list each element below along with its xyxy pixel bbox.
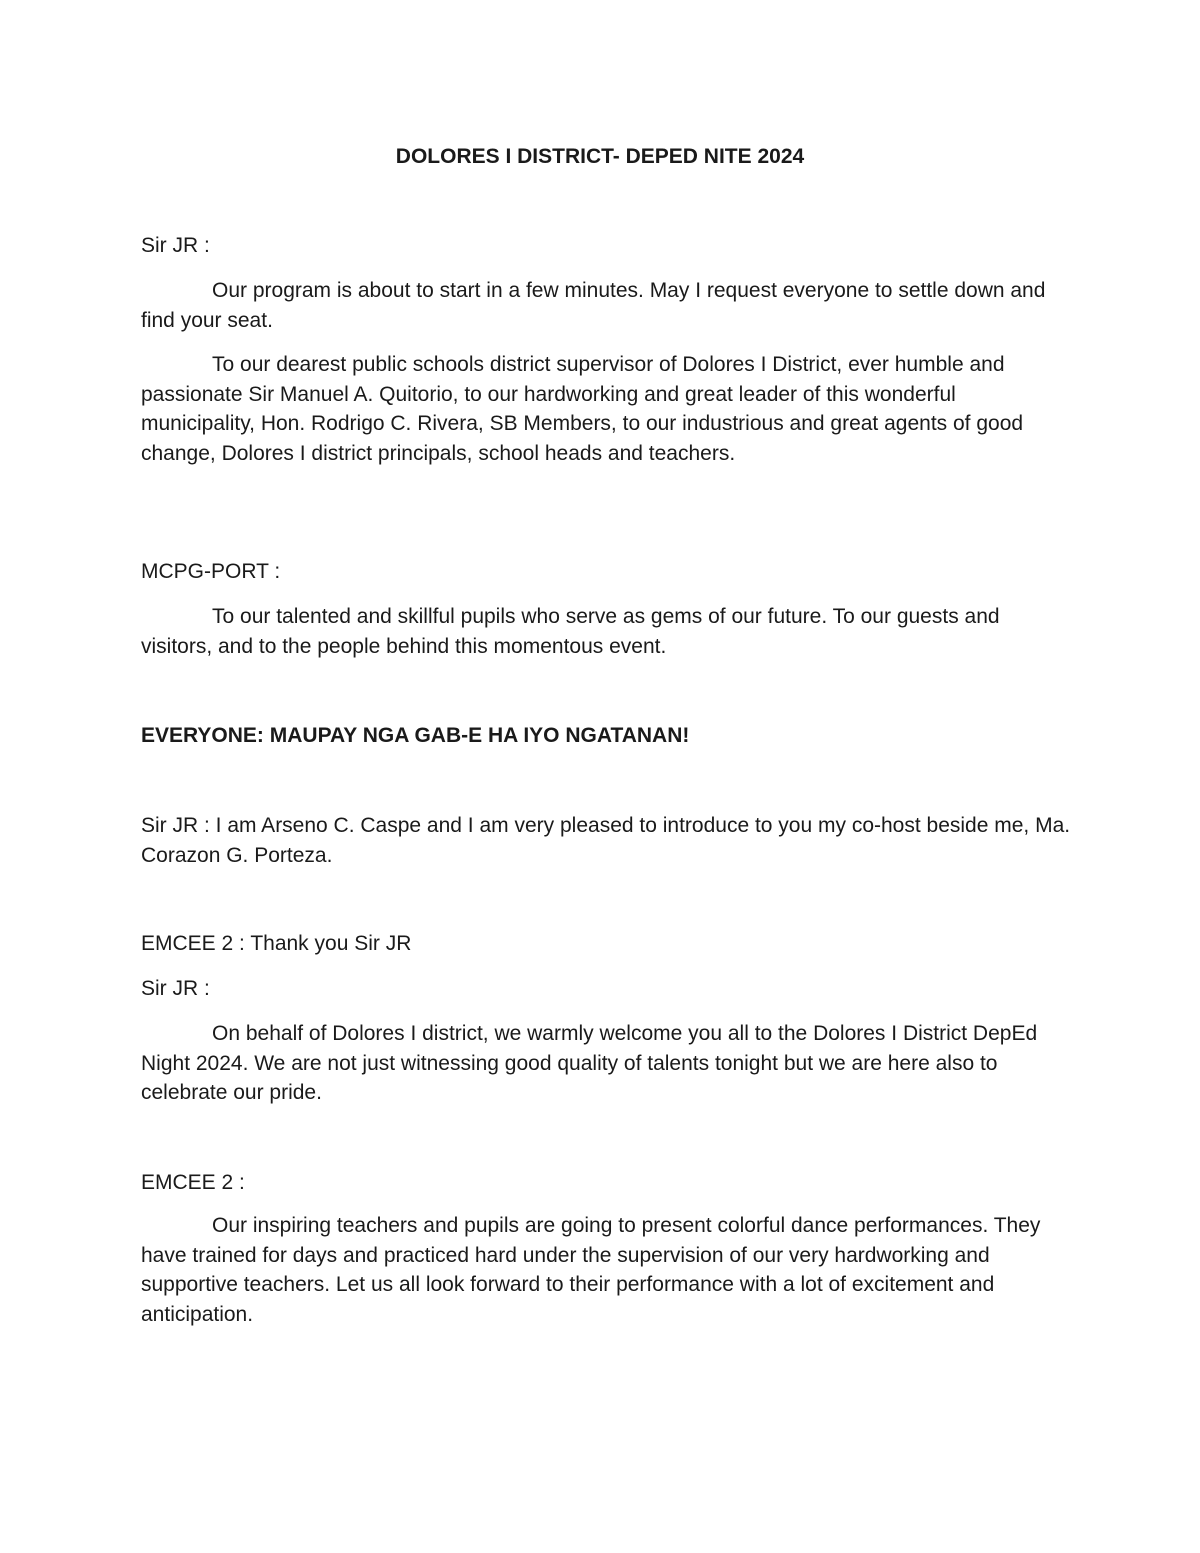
paragraph: To our talented and skillful pupils who serve as gems of our future. To our guests and visitors, and to the people behind this momentous event. (141, 605, 1000, 658)
paragraph: Sir JR : I am Arseno C. Caspe and I am very pleased to introduce to you my co-host beside me, Ma. Corazon G. Porteza. (141, 814, 1071, 867)
speaker-label: EMCEE 2 : (141, 1171, 245, 1194)
speaker-label: Sir JR : (141, 234, 210, 257)
document-title: DOLORES I DISTRICT- DEPED NITE 2024 (395, 145, 805, 168)
paragraph: To our dearest public schools district supervisor of Dolores I District, ever humble and passionate Sir Manuel A. Quitorio, to our hardworking and great leader of this wonderful municipality, Hon. Rodrigo C. Rivera, SB Members, to our industrious and great agents of good change, Dolores I district principals, school heads and teachers. (141, 353, 1024, 465)
everyone-greeting: EVERYONE: MAUPAY NGA GAB-E HA IYO NGATANAN! (141, 724, 690, 747)
paragraph: On behalf of Dolores I district, we warmly welcome you all to the Dolores I District DepEd Night 2024. We are not just witnessing good quality of talents tonight but we are here also to celebrate our pride. (141, 1022, 1038, 1104)
speaker-line: EMCEE 2 : Thank you Sir JR (141, 932, 412, 955)
speaker-label: MCPG-PORT : (141, 560, 281, 583)
speaker-label: Sir JR : (141, 977, 210, 1000)
paragraph: Our program is about to start in a few minutes. May I request everyone to settle down and find your seat. (141, 279, 1046, 332)
paragraph: Our inspiring teachers and pupils are going to present colorful dance performances. They have trained for days and practiced hard under the supervision of our very hardworking and supportive teachers. Let us all look forward to their performance with a lot of excitement and anticipation. (141, 1214, 1041, 1326)
